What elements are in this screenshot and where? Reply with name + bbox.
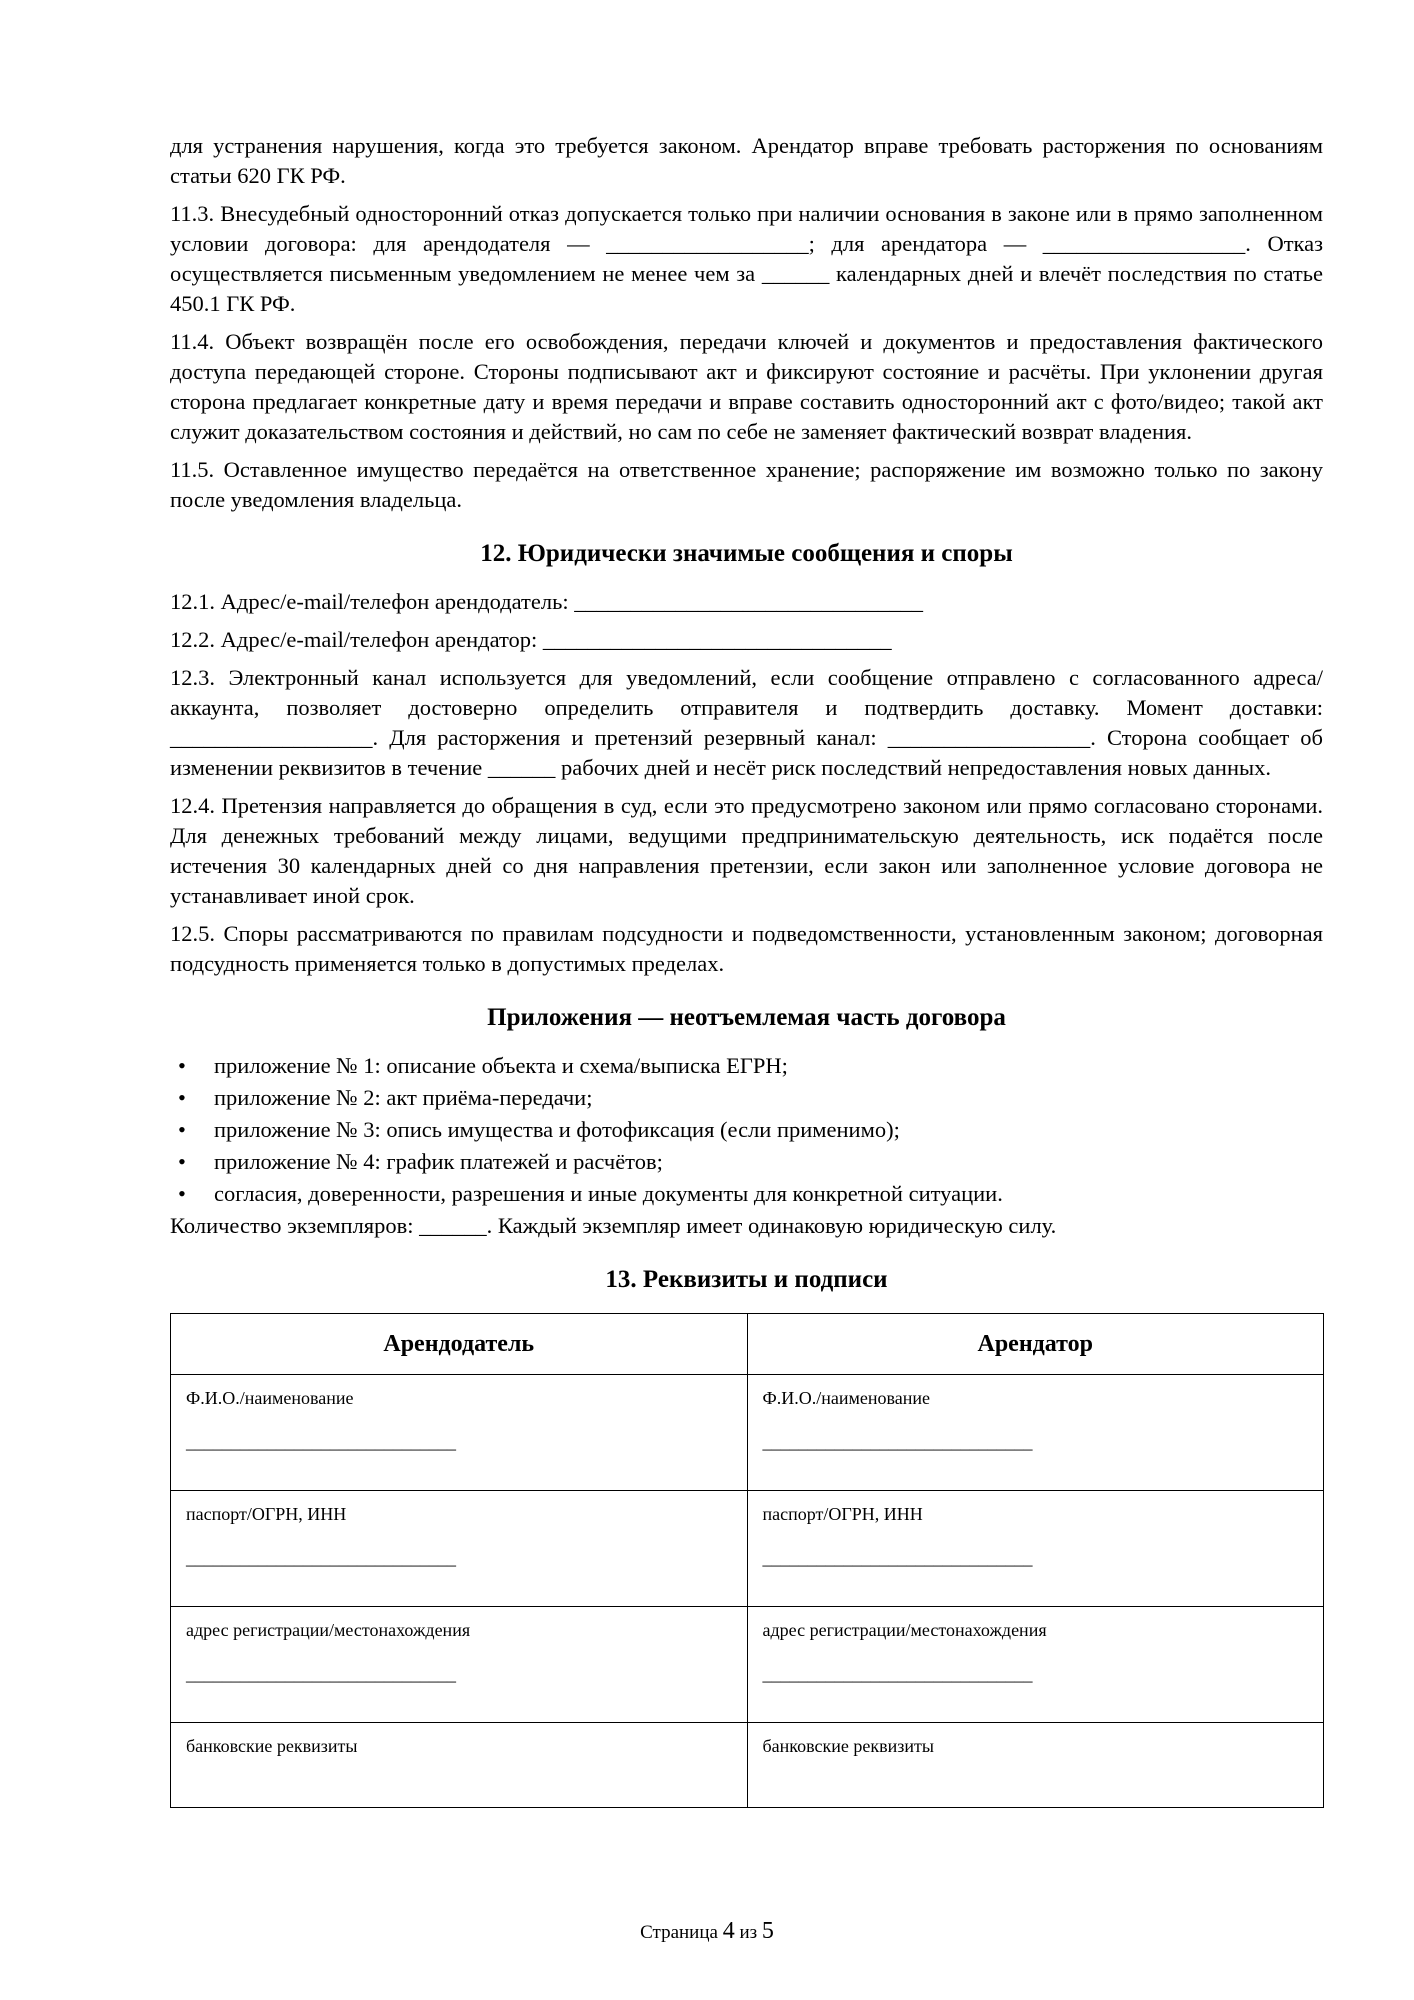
landlord-passport-cell: [171, 1491, 748, 1607]
list-item: [170, 1115, 1323, 1145]
page-separator: из: [739, 1922, 758, 1943]
field-label: адрес регистрации/местонахождения: [762, 1620, 1047, 1640]
paragraph-11-5: 11.5. Оставленное имущество передаётся на ответственное хранение; распоряжение им возможно только по закону после уведомления владельца.: [170, 457, 1323, 512]
list-item: [170, 1083, 1323, 1113]
signature-line: ______________________________: [762, 1432, 1033, 1452]
field-label: Ф.И.О./наименование: [762, 1388, 930, 1408]
paragraph-12-5: 12.5. Споры рассматриваются по правилам подсудности и подведомственности, установленным законом; договорная подсудность применяется только в допустимых пределах.: [170, 921, 1323, 976]
tenant-name-cell: [747, 1375, 1324, 1491]
field-label: банковские реквизиты: [186, 1736, 358, 1756]
paragraph-12-2: 12.2. Адрес/e-mail/телефон арендатор: _______________________________: [170, 627, 892, 652]
tenant-passport-cell: [747, 1491, 1324, 1607]
signature-line: ______________________________: [186, 1432, 456, 1452]
list-item-text: приложение № 4: график платежей и расчётов;: [214, 1149, 663, 1174]
tenant-bank-cell: [747, 1723, 1324, 1808]
paragraph-12-1: 12.1. Адрес/e-mail/телефон арендодатель: _______________________________: [170, 589, 923, 614]
bullet-icon: •: [178, 1149, 186, 1174]
table-row: [171, 1723, 1324, 1808]
requisites-table: [170, 1313, 1324, 1808]
field-label: паспорт/ОГРН, ИНН: [762, 1504, 923, 1524]
landlord-name-cell: [171, 1375, 748, 1491]
column-header-tenant: Арендатор: [747, 1314, 1324, 1375]
signature-line: ______________________________: [762, 1548, 1033, 1568]
tenant-address-cell: [747, 1607, 1324, 1723]
paragraph-11-4: 11.4. Объект возвращён после его освобождения, передачи ключей и документов и предоставления фактического доступа передающей стороне. Стороны подписывают акт и фиксируют состояние и расчёты. При уклонении другая сторона предлагает конкретные дату и время передачи и вправе составить односторонний акт с фото/видео; такой акт служит доказательством состояния и действий, но сам по себе не заменяет фактический возврат владения.: [170, 329, 1323, 444]
field-label: Ф.И.О./наименование: [186, 1388, 354, 1408]
list-item: [170, 1147, 1323, 1177]
list-item-text: приложение № 2: акт приёма-передачи;: [214, 1085, 593, 1110]
table-header-row: [171, 1314, 1324, 1375]
bullet-icon: •: [178, 1117, 186, 1142]
signature-line: ______________________________: [186, 1548, 456, 1568]
list-item: [170, 1179, 1323, 1209]
bullet-icon: •: [178, 1181, 186, 1206]
signature-line: ______________________________: [762, 1664, 1033, 1684]
copies-count: Количество экземпляров: ______. Каждый экземпляр имеет одинаковую юридическую силу.: [170, 1213, 1057, 1238]
list-item-text: приложение № 1: описание объекта и схема/выписка ЕГРН;: [214, 1053, 788, 1078]
section-12-heading: 12. Юридически значимые сообщения и споры: [480, 540, 1013, 567]
signature-line: ______________________________: [186, 1664, 456, 1684]
paragraph-12-3: 12.3. Электронный канал используется для уведомлений, если сообщение отправлено с согласованного адреса/аккаунта, позволяет достоверно определить отправителя и подтвердить доставку. Момент доставки: __________________. Для расторжения и претензий резервный канал: __________________. Сторона сообщает об изменении реквизитов в течение ______ рабочих дней и несёт риск последствий непредоставления новых данных.: [170, 665, 1323, 780]
paragraph-12-4: 12.4. Претензия направляется до обращения в суд, если это предусмотрено законом или прямо согласовано сторонами. Для денежных требований между лицами, ведущими предпринимательскую деятельность, иск подаётся после истечения 30 календарных дней со дня направления претензии, если закон или заполненное условие договора не устанавливает иной срок.: [170, 793, 1323, 908]
list-item: [170, 1051, 1323, 1081]
column-header-landlord: Арендодатель: [171, 1314, 748, 1375]
field-label: адрес регистрации/местонахождения: [186, 1620, 471, 1640]
current-page-number: 4: [722, 1918, 735, 1944]
paragraph-11-3: 11.3. Внесудебный односторонний отказ допускается только при наличии основания в законе или в прямо заполненном условии договора: для арендодателя — __________________; для арендатора — __________________. Отказ осуществляется письменным уведомлением не менее чем за ______ календарных дней и влечёт последствия по статье 450.1 ГК РФ.: [170, 201, 1323, 316]
page-label: Страница: [640, 1922, 718, 1943]
section-13-heading: 13. Реквизиты и подписи: [605, 1266, 888, 1293]
list-item-text: согласия, доверенности, разрешения и иные документы для конкретной ситуации.: [214, 1181, 1003, 1206]
page-content: [170, 131, 1323, 1808]
landlord-bank-cell: [171, 1723, 748, 1808]
appendices-heading: Приложения — неотъемлемая часть договора: [487, 1004, 1006, 1031]
table-row: [171, 1607, 1324, 1723]
field-label: паспорт/ОГРН, ИНН: [186, 1504, 347, 1524]
bullet-icon: •: [178, 1085, 186, 1110]
table-row: [171, 1375, 1324, 1491]
bullet-icon: •: [178, 1053, 186, 1078]
table-row: [171, 1491, 1324, 1607]
appendices-list: [170, 1051, 1323, 1209]
paragraph-11-2-tail: для устранения нарушения, когда это требуется законом. Арендатор вправе требовать расторжения по основаниям статьи 620 ГК РФ.: [170, 133, 1323, 188]
total-pages-number: 5: [761, 1918, 774, 1944]
landlord-address-cell: [171, 1607, 748, 1723]
list-item-text: приложение № 3: опись имущества и фотофиксация (если применимо);: [214, 1117, 900, 1142]
page-footer: [0, 1918, 1414, 1945]
field-label: банковские реквизиты: [762, 1736, 934, 1756]
